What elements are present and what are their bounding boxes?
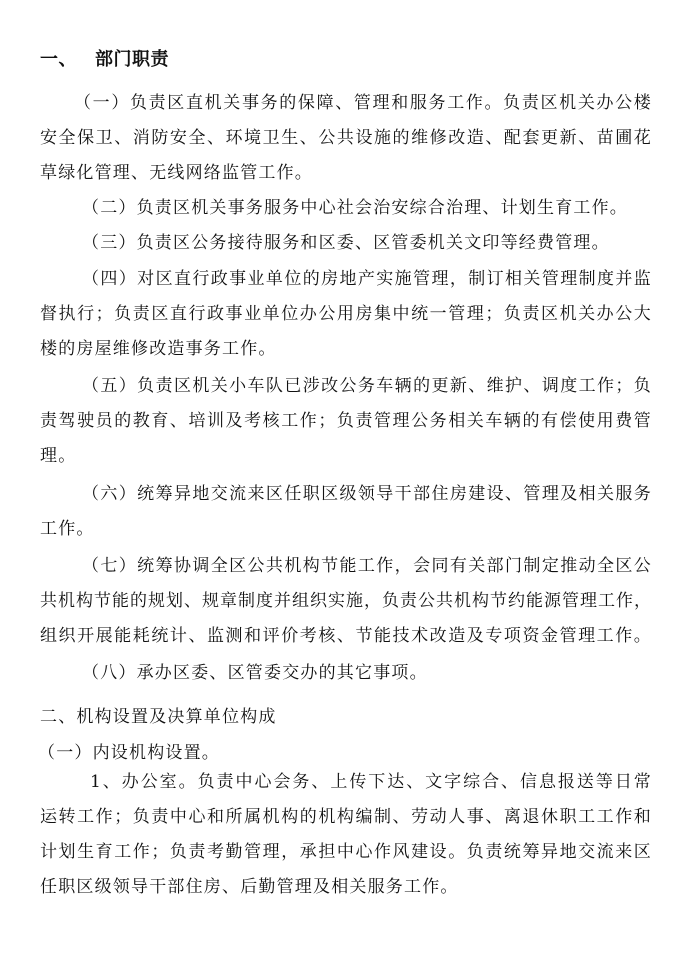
text-line: 组织开展能耗统计、监测和评价考核、节能技术改造及专项资金管理工作。 <box>40 626 652 646</box>
text-line: 工作。 <box>40 519 95 539</box>
text-line: （六）统筹异地交流来区任职区级领导干部住房建设、管理及相关服务 <box>82 484 652 504</box>
office-description <box>40 765 652 905</box>
text-line: （四）对区直行政事业单位的房地产实施管理，制订相关管理制度并监 <box>82 269 652 289</box>
duty-item-6 <box>40 477 652 547</box>
section-number: 一、 <box>40 49 77 70</box>
text-line: 督执行；负责区直行政事业单位办公用房集中统一管理；负责区机关办公大 <box>40 304 652 324</box>
text-line: 运转工作；负责中心和所属机构的机构编制、劳动人事、离退休职工工作和 <box>40 807 652 827</box>
duty-item-2 <box>40 191 652 226</box>
duty-item-1 <box>40 86 652 191</box>
subsection-heading-internal: （一）内设机构设置。 <box>38 743 220 763</box>
section-heading-duties <box>40 48 169 72</box>
text-line: （五）负责区机关小车队已涉改公务车辆的更新、维护、调度工作；负 <box>82 376 652 396</box>
text-line: 责驾驶员的教育、培训及考核工作；负责管理公务相关车辆的有偿使用费管 <box>40 411 652 431</box>
section-heading-structure: 二、机构设置及决算单位构成 <box>40 707 277 727</box>
text-line: 任职区级领导干部住房、后勤管理及相关服务工作。 <box>40 877 459 897</box>
text-line: （三）负责区公务接待服务和区委、区管委机关文印等经费管理。 <box>82 233 610 253</box>
duty-item-7 <box>40 549 652 654</box>
text-line: （一）负责区直机关事务的保障、管理和服务工作。负责区机关办公楼 <box>74 93 652 113</box>
text-line: （二）负责区机关事务服务中心社会治安综合治理、计划生育工作。 <box>82 198 628 218</box>
text-line: 安全保卫、消防安全、环境卫生、公共设施的维修改造、配套更新、苗圃花 <box>40 128 652 148</box>
text-line: 计划生育工作；负责考勤管理，承担中心作风建设。负责统筹异地交流来区 <box>40 842 652 862</box>
text-line: （七）统筹协调全区公共机构节能工作，会同有关部门制定推动全区公 <box>82 556 652 576</box>
text-line: （八）承办区委、区管委交办的其它事项。 <box>82 663 428 683</box>
duty-item-3 <box>40 226 652 261</box>
text-line: 楼的房屋维修改造事务工作。 <box>40 339 277 359</box>
duty-item-4 <box>40 262 652 367</box>
duty-item-5 <box>40 369 652 474</box>
section-title: 部门职责 <box>95 49 169 70</box>
duty-item-8 <box>40 656 652 691</box>
text-line: 共机构节能的规划、规章制度并组织实施，负责公共机构节约能源管理工作， <box>40 591 652 611</box>
text-line: 理。 <box>40 446 77 466</box>
text-line: 草绿化管理、无线网络监管工作。 <box>40 163 313 183</box>
text-line: 1、办公室。负责中心会务、上传下达、文字综合、信息报送等日常 <box>90 772 652 792</box>
